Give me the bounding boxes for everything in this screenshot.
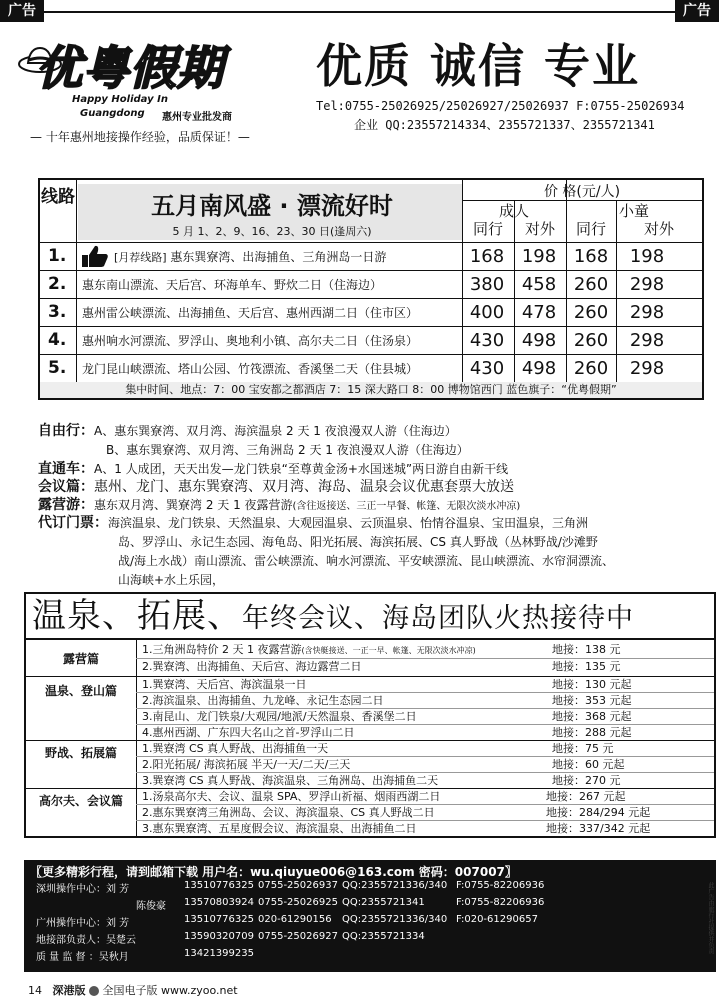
package-row: 1.巽寮湾 CS 真人野战、出海捕鱼一天 地接：75 元 — [142, 742, 614, 755]
child-peer-price: 260 — [573, 302, 609, 323]
category-hotspring-hiking: 温泉、登山篇 — [44, 684, 117, 698]
child-public-price: 298 — [629, 330, 665, 351]
ad-tag-left: 广告 — [0, 0, 44, 22]
ticket-booking-line4: 山海峡+水上乐园， — [118, 573, 225, 587]
hot-reception-banner: 温泉、拓展、年终会议、海岛团队火热接待中 — [24, 592, 716, 638]
adult-public-price: 498 — [521, 358, 557, 379]
meeting-package: 会议篇：惠州、龙门、惠东巽寮湾、双月湾、海岛、温泉会议优惠套票大放送 — [38, 479, 514, 495]
adult-peer-price: 430 — [469, 358, 505, 379]
package-table — [24, 638, 716, 838]
adult-public-price: 198 — [521, 246, 557, 267]
category-camping: 露营篇 — [62, 652, 99, 666]
route-number: 1. — [48, 246, 67, 266]
route-desc: 惠州雷公峡漂流、出海捕鱼、天后宫、惠州西湖二日（住市区） — [82, 306, 419, 320]
child-public-price: 298 — [629, 358, 665, 379]
site-link[interactable]: 全国电子版 www.zyoo.net — [102, 984, 238, 997]
child-public-header: 对外 — [643, 220, 674, 238]
package-row: 3.惠东巽寮湾、五星度假会议、海滨温泉、出海捕鱼二日 地接：337/342 元起 — [142, 822, 651, 835]
child-header: 小童 — [618, 202, 649, 220]
package-row: 2.巽寮湾、出海捕鱼、天后宫、海边露营二日 地接：135 元 — [142, 660, 621, 673]
free-travel-b: B、惠东巽寮湾、双月湾、三角洲岛 2 天 1 夜浪漫双人游（住海边） — [106, 443, 469, 457]
route-number: 3. — [48, 302, 67, 322]
route-desc: [月荐线路] 惠东巽寮湾、出海捕鱼、三角洲岛一日游 — [114, 250, 387, 264]
package-row: 1.巽寮湾、天后宫、海滨温泉一日 地接：130 元起 — [142, 678, 632, 691]
line-header: 线路 — [41, 187, 75, 207]
child-peer-header: 同行 — [575, 220, 606, 238]
adult-public-price: 478 — [521, 302, 557, 323]
package-row: 3.巽寮湾 CS 真人野战、海滨温泉、三角洲岛、出海捕鱼二天 地接：270 元 — [142, 774, 621, 787]
adult-public-header: 对外 — [524, 220, 555, 238]
adult-peer-price: 380 — [469, 274, 505, 295]
edition-label: 深港版 — [52, 984, 86, 997]
side-disclaimer: 此广告由旅行社提供并负责 — [707, 882, 714, 954]
logo-english-line1: Happy Holiday In — [72, 94, 168, 105]
contact-tel: Tel:0755-25026925/25026927/25026937 F:0755-25026934 — [316, 99, 685, 113]
route-desc: 龙门昆山峡漂流、塔山公园、竹筏漂流、香溪堡二天（住县城） — [82, 362, 419, 376]
ad-tag-right: 广告 — [675, 0, 719, 22]
package-row: 1.三角洲岛特价 2 天 1 夜露营游(含快艇接送、一正一早、帐篷、无限次淡水冲凉) 地接：138 元 — [142, 643, 621, 656]
child-public-price: 298 — [629, 274, 665, 295]
package-row: 1.汤泉高尔夫、会议、温泉 SPA、罗浮山祈福、烟雨西湖二日 地接：267 元起 — [142, 790, 626, 803]
adult-peer-price: 168 — [469, 246, 505, 267]
page-number: 14 — [28, 984, 42, 997]
adult-peer-price: 430 — [469, 330, 505, 351]
direct-bus: 直通车：A、1 人成团，天天出发—龙门铁泉“至尊黄金汤+水国迷城”两日游自由新干线 — [38, 461, 509, 477]
package-row: 4.惠州西湖、广东四大名山之首-罗浮山二日 地接：288 元起 — [142, 726, 632, 739]
logo-english-line2: Guangdong — [80, 108, 145, 119]
route-table — [38, 178, 704, 400]
category-golf-meeting: 高尔夫、会议篇 — [38, 794, 123, 808]
ticket-booking-line2: 岛、罗浮山、永记生态园、海龟岛、阳光拓展、海滨拓展、CS 真人野战（丛林野战/沙滩野 — [118, 535, 598, 549]
contact-footer: 〖更多精彩行程，请到邮箱下载 用户名：wu.qiuyue006@163.com 密码：007007〗 深圳操作中心：刘 芳 13510776325 0755-25026937 QQ:2355721336/340 F:0755-82206936 陈俊豪 13570803924 0755-25026925 QQ:2355721341 F:0755-82206936 广州操作中心：刘 芳 13510776325 020-61290156 QQ:2355721336/340 F:020-61290657 地接部负责人：吴楚云 13590320709 0755-25026927 QQ:2355721334 质 量 监 督 ：吴秋月 13421399235 — [24, 860, 716, 972]
ticket-booking-line3: 战/海上水战）南山漂流、雷公峡漂流、响水河漂流、平安峡漂流、昆山峡漂流、水帘洞漂流、 — [118, 554, 615, 568]
experience-tagline: — 十年惠州地接操作经验，品质保证！— — [30, 130, 250, 144]
camping-tour: 露营游：惠东双月湾、巽寮湾 2 天 1 夜露营游(含往返接送、三正一早餐、帐篷、无限次淡水冲凉) — [38, 497, 521, 513]
child-public-price: 298 — [629, 302, 665, 323]
logo-subtitle: 惠州专业批发商 — [162, 112, 232, 123]
ticket-booking: 代订门票：海滨温泉、龙门铁泉、天然温泉、大观园温泉、云顶温泉、怡情谷温泉、宝田温泉，三角洲 — [38, 515, 589, 531]
child-public-price: 198 — [629, 246, 665, 267]
price-header: 价 格(元/人) — [543, 184, 621, 200]
mailbox-download: 〖更多精彩行程，请到邮箱下载 用户名：wu.qiuyue006@163.com 密码：007007〗 — [30, 865, 517, 879]
route-desc: 惠州响水河漂流、罗浮山、奥地利小镇、高尔夫二日（住汤泉） — [82, 334, 419, 348]
slogan: 优质 诚信 专业 — [316, 39, 641, 93]
logo-title: 优粤假期 — [36, 41, 224, 95]
route-number: 2. — [48, 274, 67, 294]
edition-logo-icon — [89, 986, 99, 996]
package-row: 2.惠东巽寮湾三角洲岛、会议、海滨温泉、CS 真人野战二日 地接：284/294 元起 — [142, 806, 651, 819]
thumbs-up-icon — [78, 243, 110, 269]
header-rule — [38, 11, 681, 13]
gathering-info: 集中时间、地点：7：00 宝安都之都酒店 7：15 深大路口 8：00 博物馆西门 蓝色旗子：“优粤假期” — [40, 382, 702, 398]
category-field-combat: 野战、拓展篇 — [44, 746, 117, 760]
adult-header: 成人 — [498, 202, 529, 220]
package-row: 2.海滨温泉、出海捕鱼、九龙峰、永记生态园二日 地接：353 元起 — [142, 694, 632, 707]
package-row: 2.阳光拓展/ 海滨拓展 半天/一天/二天/三天 地接：60 元起 — [142, 758, 625, 771]
child-peer-price: 168 — [573, 246, 609, 267]
route-desc: 惠东南山漂流、天后宫、环海单车、野炊二日（住海边） — [82, 278, 383, 292]
adult-public-price: 498 — [521, 330, 557, 351]
route-number: 4. — [48, 330, 67, 350]
route-banner-title: 五月南风盛 · 漂流好时 — [151, 192, 393, 220]
adult-peer-price: 400 — [469, 302, 505, 323]
child-peer-price: 260 — [573, 274, 609, 295]
route-dates: 5 月 1、2、9、16、23、30 日(逢周六) — [172, 225, 372, 238]
package-row: 3.南昆山、龙门铁泉/大观园/地派/天然温泉、香溪堡二日 地接：368 元起 — [142, 710, 632, 723]
route-number: 5. — [48, 358, 67, 378]
child-peer-price: 260 — [573, 358, 609, 379]
free-travel-a: 自由行：A、惠东巽寮湾、双月湾、海滨温泉 2 天 1 夜浪漫双人游（住海边） — [38, 423, 457, 439]
company-logo — [14, 26, 306, 126]
child-peer-price: 260 — [573, 330, 609, 351]
contact-qq: 企业 QQ:23557214334、2355721337、2355721341 — [354, 118, 655, 132]
page-footer — [28, 982, 238, 998]
adult-public-price: 458 — [521, 274, 557, 295]
adult-peer-header: 同行 — [472, 220, 503, 238]
